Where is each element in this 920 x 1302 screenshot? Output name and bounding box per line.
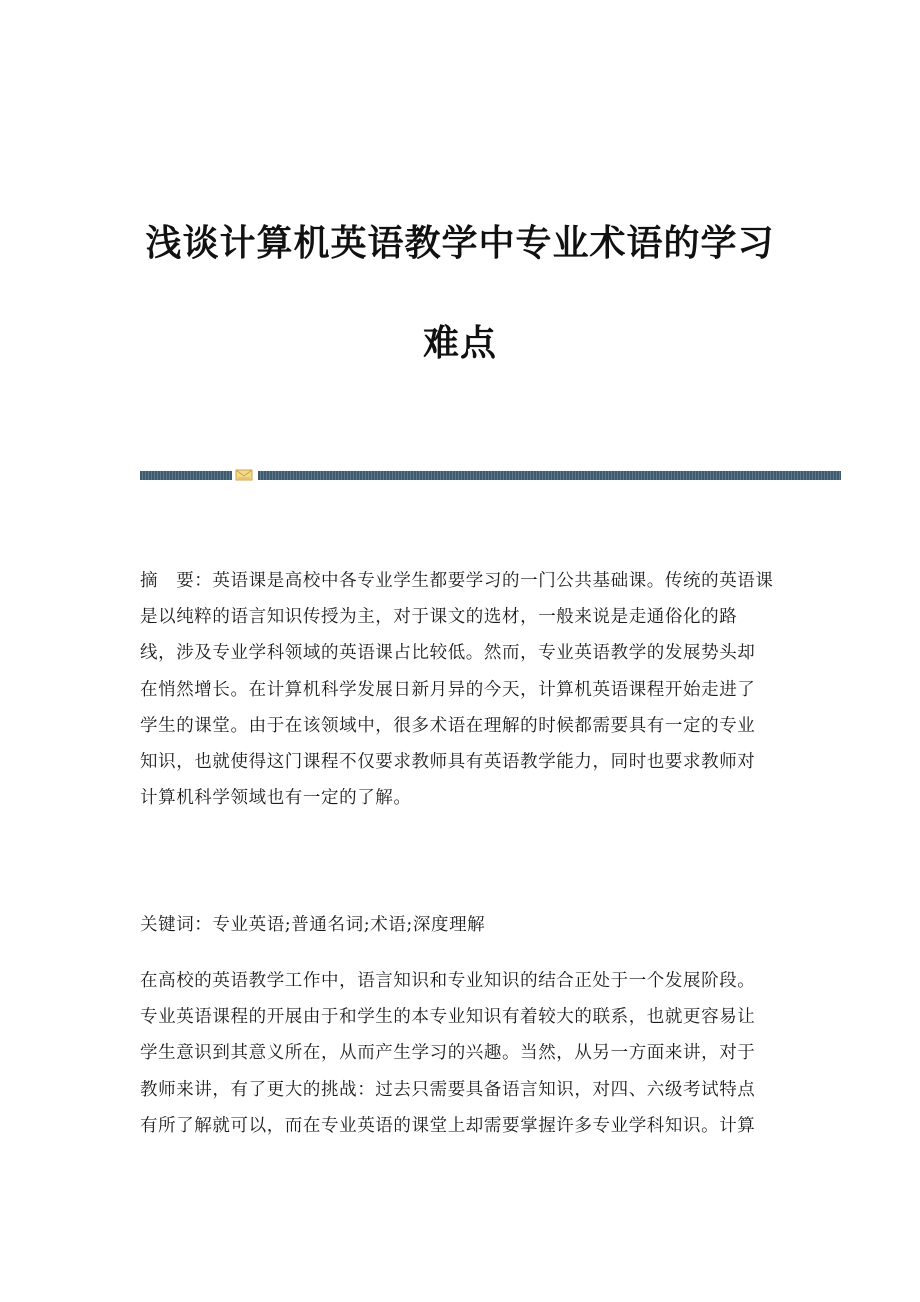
abstract-paragraph: [140, 563, 780, 816]
abstract-line: 学生的课堂。由于在该领域中，很多术语在理解的时候都需要具有一定的专业: [140, 715, 756, 736]
abstract-line: 计算机科学领域也有一定的了解。: [140, 788, 412, 809]
abstract-line: 是以纯粹的语言知识传授为主，对于课文的选材，一般来说是走通俗化的路: [140, 607, 738, 628]
title-divider-right: [258, 471, 841, 480]
abstract-line: 线，涉及专业学科领域的英语课占比较低。然而，专业英语教学的发展势头却: [140, 643, 756, 664]
body-line: 在高校的英语教学工作中，语言知识和专业知识的结合正处于一个发展阶段。: [140, 971, 756, 991]
abstract-line: 摘 要：英语课是高校中各专业学生都要学习的一门公共基础课。传统的英语课: [140, 571, 774, 591]
body-line: 教师来讲，有了更大的挑战：过去只需要具备语言知识，对四、六级考试特点: [140, 1079, 756, 1100]
document-title-line-2: 难点: [422, 323, 497, 364]
body-paragraph: [140, 963, 780, 1144]
body-line: 有所了解就可以，而在专业英语的课堂上却需要掌握许多专业学科知识。计算: [140, 1115, 756, 1136]
document-title-line-1: 浅谈计算机英语教学中专业术语的学习: [145, 223, 775, 264]
envelope-icon: [235, 468, 253, 482]
abstract-line: 知识，也就使得这门课程不仅要求教师具有英语教学能力，同时也要求教师对: [140, 752, 756, 773]
body-line: 专业英语课程的开展由于和学生的本专业知识有着较大的联系，也就更容易让: [140, 1007, 756, 1028]
body-line: 学生意识到其意义所在，从而产生学习的兴趣。当然，从另一方面来讲，对于: [140, 1043, 756, 1064]
title-divider-left: [140, 471, 232, 480]
keywords-line: 关键词：专业英语;普通名词;术语;深度理解: [140, 915, 486, 935]
abstract-line: 在悄然增长。在计算机科学发展日新月异的今天，计算机英语课程开始走进了: [140, 679, 756, 700]
